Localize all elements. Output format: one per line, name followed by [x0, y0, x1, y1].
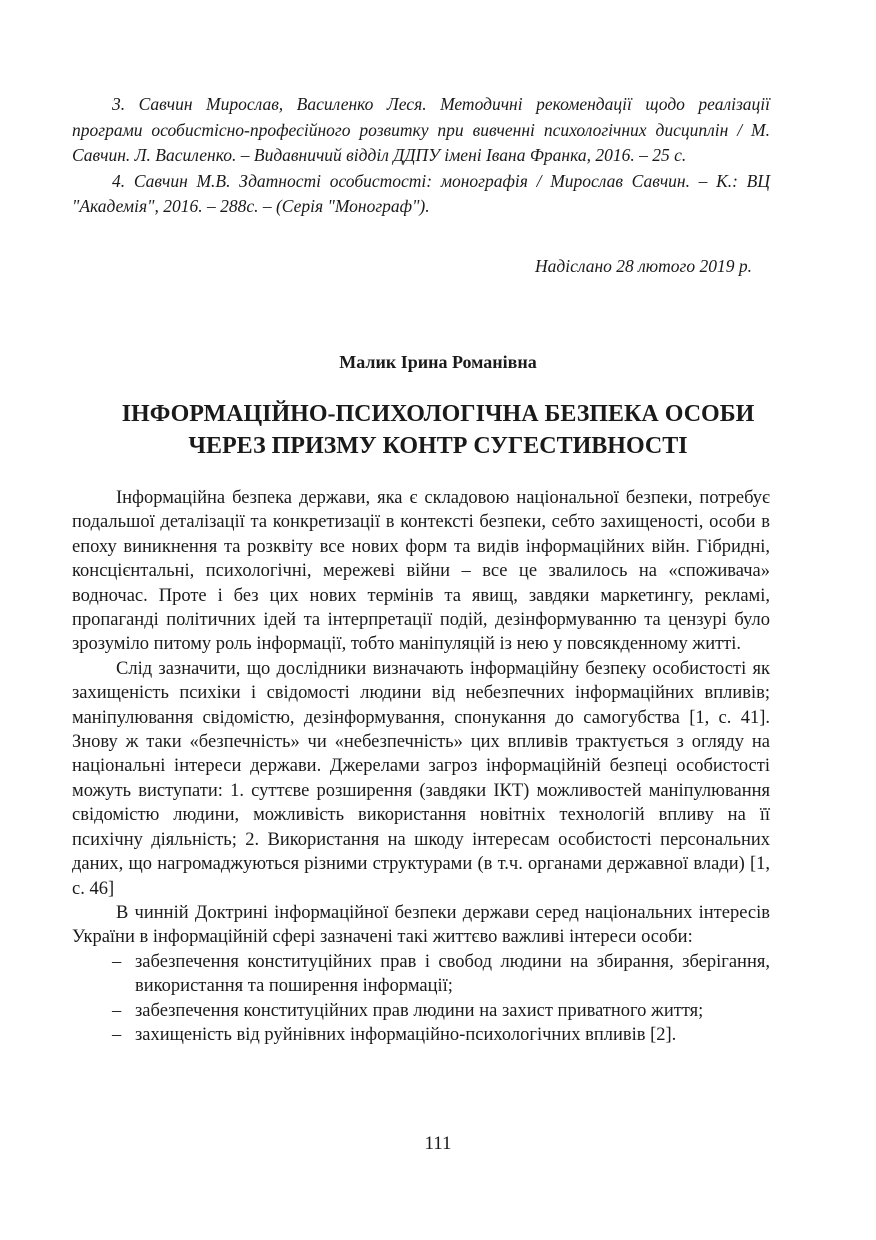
list-item-text: забезпечення конституційних прав людини на захист приватного життя;: [135, 1000, 704, 1021]
interests-list: [72, 950, 770, 1048]
page-number: 111: [424, 1133, 452, 1154]
list-item-text: забезпечення конституційних прав і свобод людини на збирання, зберігання, використання та поширення інформації;: [135, 951, 770, 997]
list-marker: –: [112, 951, 122, 972]
body-paragraph: Інформаційна безпека держави, яка є складовою національної безпеки, потребує подальшої деталізації та конкретизації в контексті безпеки, себто захищеності, особи в епоху виникнення та розквіту все нових форм та видів інформаційних війн. Гібридні, консцієнтальні, психологічні, мережеві війни – все це звалилось на «споживача» водночас. Проте і без цих нових термінів та явищ, завдяки маркетингу, рекламі, пропаганді політичних ідей та інтерпретації подій, дезінформуванню та цензурі було зрозуміло питому роль інформації, тобто маніпуляцій із нею у повсякденному житті.: [72, 488, 770, 655]
reference-list: [72, 92, 770, 220]
reference-item: 3. Савчин Мирослав, Василенко Леся. Методичні рекомендації щодо реалізації програми особистісно-професійного розвитку при вивченні психологічних дисциплін / М. Савчин. Л. Василенко. – Видавничий відділ ДДПУ імені Івана Франка, 2016. – 25 с.: [72, 94, 770, 165]
list-item: [72, 999, 770, 1023]
list-marker: –: [112, 1024, 122, 1045]
submission-date: Надіслано 28 лютого 2019 р.: [535, 256, 752, 276]
list-marker: –: [112, 1000, 122, 1021]
list-item: [72, 950, 770, 999]
article-body: [72, 486, 770, 1047]
list-item-text: захищеність від руйнівних інформаційно-психологічних впливів [2].: [135, 1024, 677, 1045]
body-paragraph: Слід зазначити, що дослідники визначають інформаційну безпеку особистості як захищеність психіки і свідомості людини від небезпечних інформаційних впливів; маніпулювання свідомістю, дезінформування, спонукання до самогубства [1, с. 41]. Знову ж таки «безпечність» чи «небезпечність» цих впливів трактується з огляду на національні інтереси держави. Джерелами загроз інформаційній безпеці особистості можуть виступати: 1. суттєве розширення (завдяки ІКТ) можливостей маніпулювання свідомістю людини, можливість використання новітніх технологій впливу на її психічну діяльність; 2. Використання на шкоду інтересам особистості персональних даних, що нагромаджуються різними структурами (в т.ч. органами державної влади) [1, с. 46]: [72, 658, 770, 899]
article-title: [60, 398, 816, 462]
title-line: ІНФОРМАЦІЙНО-ПСИХОЛОГІЧНА БЕЗПЕКА ОСОБИ: [121, 401, 755, 427]
article-author: Малик Ірина Романівна: [339, 352, 537, 372]
title-line: ЧЕРЕЗ ПРИЗМУ КОНТР СУГЕСТИВНОСТІ: [188, 433, 688, 459]
body-paragraph: В чинній Доктрині інформаційної безпеки держави серед національних інтересів України в інформаційній сфері зазначені такі життєво важливі інтереси особи:: [72, 902, 770, 948]
list-item: [72, 1023, 770, 1047]
reference-item: 4. Савчин М.В. Здатності особистості: монографія / Мирослав Савчин. – К.: ВЦ "Академія", 2016. – 288с. – (Серія "Монограф").: [72, 170, 770, 216]
